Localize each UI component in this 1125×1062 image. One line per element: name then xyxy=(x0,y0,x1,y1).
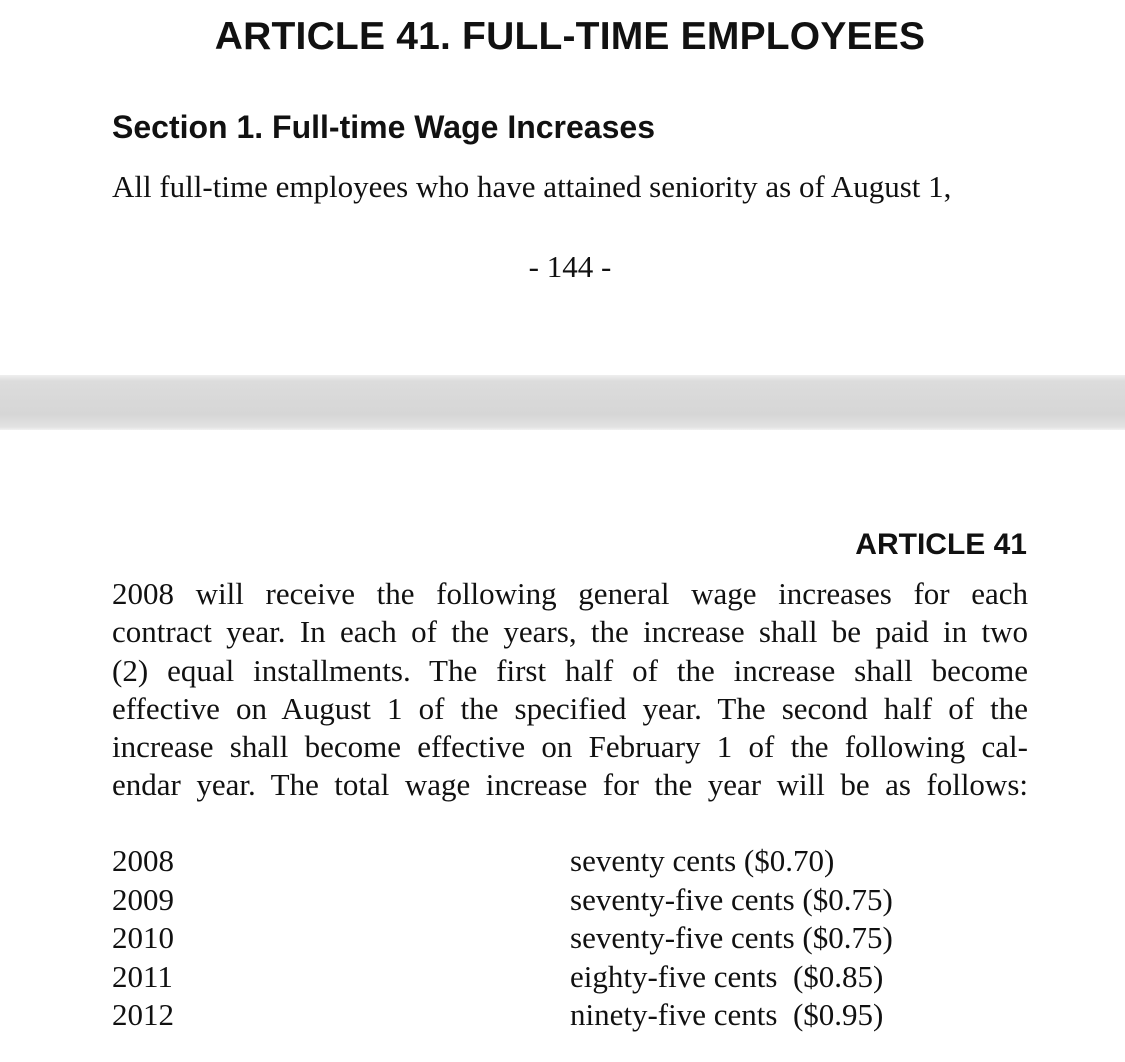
schedule-amount: seventy-five cents ($0.75) xyxy=(570,881,893,917)
schedule-year: 2008 xyxy=(112,843,174,878)
paragraph-line: 2008 will receive the following general wage increases for each xyxy=(112,576,1028,611)
schedule-row xyxy=(112,996,1028,1035)
schedule-year: 2011 xyxy=(112,958,173,994)
page-145 xyxy=(0,430,1125,1062)
section-heading: Section 1. Full-time Wage Increases xyxy=(112,109,655,145)
page-number: - 144 - xyxy=(528,249,612,284)
schedule-amount: eighty-five cents ($0.85) xyxy=(570,958,884,994)
page-144 xyxy=(0,0,1125,375)
schedule-year: 2012 xyxy=(112,997,174,1033)
schedule-amount: seventy cents ($0.70) xyxy=(570,843,835,878)
wage-increase-schedule xyxy=(112,842,1028,1035)
schedule-amount: seventy-five cents ($0.75) xyxy=(570,920,893,956)
paragraph-line: (2) equal installments. The first half of the increase shall become xyxy=(112,652,1028,688)
page-separator xyxy=(0,375,1125,430)
schedule-row xyxy=(112,958,1028,997)
schedule-row xyxy=(112,919,1028,958)
paragraph-line: endar year. The total wage increase for the year will be as follows: xyxy=(112,767,1028,803)
body-text-line: All full-time employees who have attained seniority as of August 1, xyxy=(112,169,952,204)
paragraph-line: increase shall become effective on February 1 of the following cal- xyxy=(112,729,1028,765)
schedule-year: 2009 xyxy=(112,881,174,917)
body-paragraph xyxy=(112,575,1028,805)
schedule-amount: ninety-five cents ($0.95) xyxy=(570,997,884,1033)
running-header: ARTICLE 41 xyxy=(855,528,1027,561)
schedule-year: 2010 xyxy=(112,920,174,956)
paragraph-line: effective on August 1 of the specified year. The second half of the xyxy=(112,690,1028,726)
schedule-row xyxy=(112,842,1028,881)
schedule-row xyxy=(112,881,1028,920)
article-title: ARTICLE 41. FULL-TIME EMPLOYEES xyxy=(214,15,926,58)
paragraph-line: contract year. In each of the years, the increase shall be paid in two xyxy=(112,614,1028,650)
